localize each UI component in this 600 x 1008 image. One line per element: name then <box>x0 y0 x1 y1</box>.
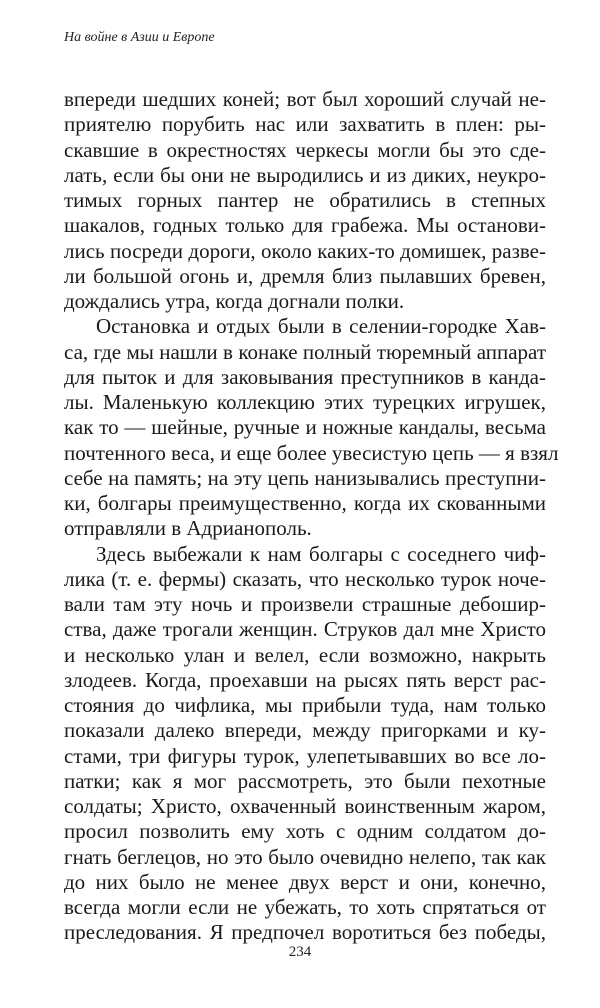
text-line: всегда могли если не убежать, то хоть спрятаться от <box>64 895 546 919</box>
body-text <box>64 87 559 946</box>
text-line: патки; как я мог рассмотреть, это были пехотные <box>64 768 546 793</box>
text-line: Остановка и отдых были в селении-городке Хав- <box>96 314 546 339</box>
text-line: ки, болгары преимущественно, когда их скованными <box>64 491 546 515</box>
text-line: шакалов, годных только для грабежа. Мы останови- <box>64 213 546 238</box>
page-number: 234 <box>288 944 312 960</box>
text-line: скавшие в окрестностях черкесы могли бы это сде- <box>64 137 546 162</box>
text-line: до них было не менее двух верст и они, конечно, <box>64 869 546 894</box>
text-line: как то — шейные, ручные и ножные кандалы, весьма <box>64 415 546 440</box>
text-line: лика (т. е. фермы) сказать, что несколько турок ноче- <box>64 566 546 591</box>
text-line: лись посреди дороги, около каких-то домишек, разве- <box>64 238 546 263</box>
text-line: приятелю порубить нас или захватить в плен: ры- <box>64 112 546 137</box>
running-head: На войне в Азии и Европе <box>64 30 215 45</box>
text-line: тимых горных пантер не обратились в степных <box>64 188 546 212</box>
text-line: гнать беглецов, но это было очевидно нелепо, так как <box>64 844 546 869</box>
text-line: Здесь выбежали к нам болгары с соседнего чиф- <box>96 541 546 566</box>
text-line: для пыток и для заковывания преступников в канда- <box>64 364 546 389</box>
text-line: вали там эту ночь и произвели страшные дебошир- <box>64 592 546 616</box>
text-line: показали далеко впереди, между пригорками и ку- <box>64 718 546 743</box>
text-line: злодеев. Когда, проехавши на рысях пять верст рас- <box>64 667 546 692</box>
text-line: стами, три фигуры турок, улепетывавших во все ло- <box>64 743 546 768</box>
text-line: лать, если бы они не выродились и из диких, неукро- <box>64 162 546 187</box>
text-line: лы. Маленькую коллекцию этих турецких игрушек, <box>64 390 546 414</box>
text-line: ли большой огонь и, дремля близ пылавших бревен, <box>64 263 546 288</box>
text-line: и несколько улан и велел, если возможно, накрыть <box>64 642 546 667</box>
text-line: солдаты; Христо, охваченный воинственным жаром, <box>64 794 546 818</box>
text-line: ства, даже трогали женщин. Струков дал мне Христо <box>64 617 546 642</box>
text-line: дождались утра, когда догнали полки. <box>64 289 405 313</box>
text-line: отправляли в Адрианополь. <box>64 516 312 541</box>
text-line: почтенного веса, и еще более увесистую цепь — я взял <box>64 440 559 465</box>
text-line: стояния до чифлика, мы прибыли туда, нам только <box>64 693 546 717</box>
text-line: са, где мы нашли в конаке полный тюремный аппарат <box>64 339 546 364</box>
text-line: себе на память; на эту цепь нанизывались преступни- <box>64 465 546 490</box>
text-line: впереди шедших коней; вот был хороший случай не- <box>64 87 546 111</box>
text-line: просил позволить ему хоть с одним солдатом до- <box>64 819 546 844</box>
text-line: преследования. Я предпочел воротиться без победы, <box>64 920 546 945</box>
